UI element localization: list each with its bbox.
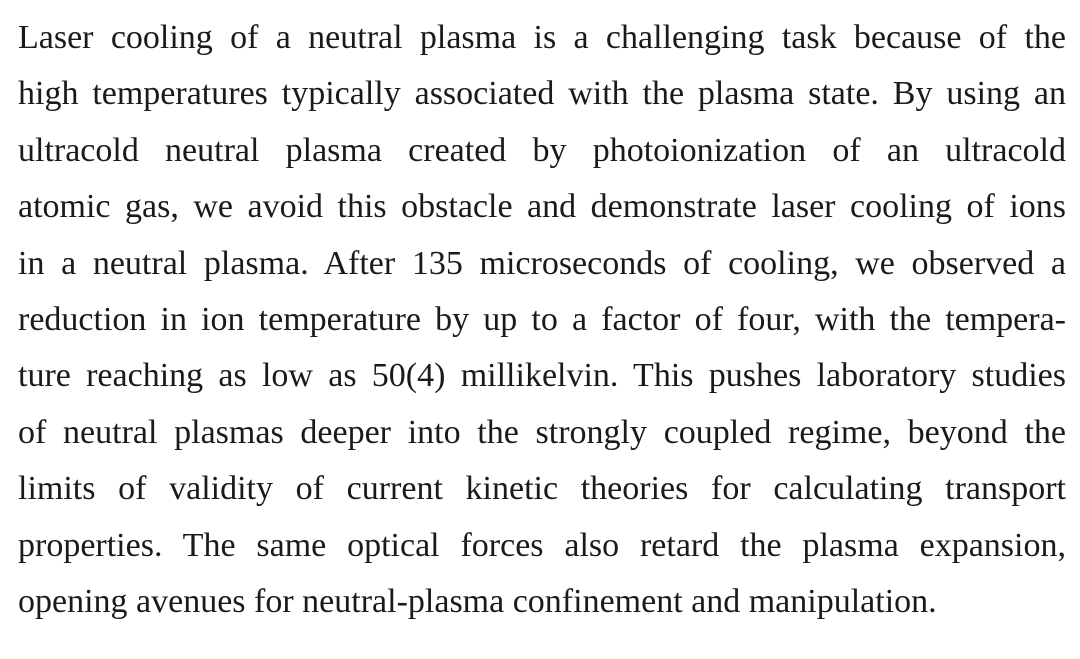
text-line: atomic gas, we avoid this obstacle and demonstrate laser cooling of ions [18, 188, 1066, 226]
text-line: high temperatures typically associated with the plasma state. By using an [18, 75, 1066, 113]
abstract-paragraph [18, 10, 1066, 630]
text-line: ultracold neutral plasma created by photoionization of an ultracold [18, 131, 1066, 169]
text-line: opening avenues for neutral-plasma confinement and manipulation. [18, 582, 937, 620]
text-line: Laser cooling of a neutral plasma is a challenging task because of the [18, 19, 1066, 56]
text-line: reduction in ion temperature by up to a factor of four, with the tempera- [18, 300, 1066, 338]
text-line: ture reaching as low as 50(4) millikelvin. This pushes laboratory studies [18, 357, 1066, 395]
text-line: properties. The same optical forces also retard the plasma expansion, [18, 526, 1066, 564]
text-line: of neutral plasmas deeper into the strongly coupled regime, beyond the [18, 413, 1066, 451]
text-line: in a neutral plasma. After 135 microseconds of cooling, we observed a [18, 244, 1066, 282]
text-line: limits of validity of current kinetic theories for calculating transport [18, 470, 1066, 508]
